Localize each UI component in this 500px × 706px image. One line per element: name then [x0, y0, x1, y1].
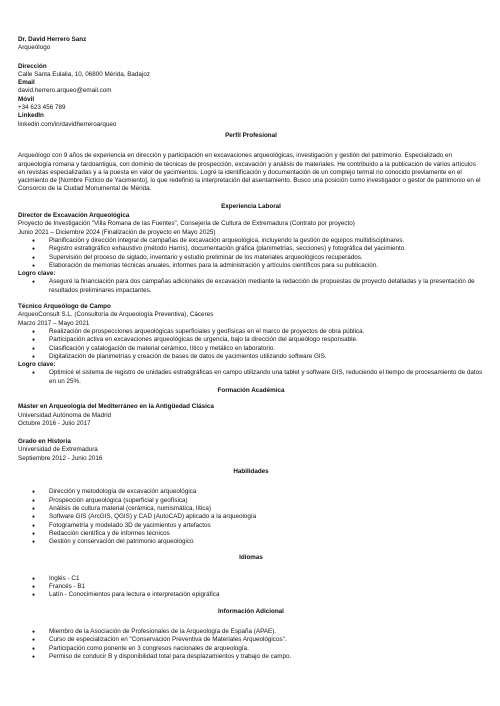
phone-value: +34 623 456 789 [18, 104, 66, 112]
job-organization: ArqueoConsult S.L. (Consultoría de Arqueología Preventiva), Cáceres [18, 311, 214, 319]
languages-list [18, 575, 484, 600]
job-dates: Marzo 2017 – Mayo 2021 [18, 319, 90, 327]
key-achievement-label: Logro clave: [18, 270, 56, 278]
linkedin-label: LinkedIn [18, 112, 44, 120]
degree-school: Universidad de Extremadura [18, 446, 98, 454]
key-achievement-list [18, 278, 484, 295]
section-heading-skills: Habilidades [233, 468, 269, 476]
linkedin-value: linkedin.com/in/davidherrerоarqueo [18, 120, 117, 128]
job-dates: Junio 2021 – Diciembre 2024 (Finalización de proyecto en Mayo 2025) [18, 228, 216, 236]
list-item: ● Digitalización de planimetrías y creación de bases de datos de yacimientos utilizando software GIS. [18, 353, 484, 361]
key-achievement-list [18, 369, 484, 386]
section-heading-additional: Información Adicional [218, 607, 284, 615]
job-entry [18, 303, 484, 386]
list-item: ● Curso de especialización en "Conservación Preventiva de Materiales Arqueológicos". [18, 636, 484, 644]
degree-dates: Septiembre 2012 - Junio 2016 [18, 454, 103, 462]
job-duties-list [18, 328, 484, 361]
list-item: ● Prospección arqueológica (superficial y geofísica) [18, 497, 484, 505]
list-item: ● Planificación y dirección integral de campañas de excavación arqueológica, incluyendo la gestión de equipos multidisciplinares. [18, 237, 484, 245]
email-label: Email [18, 79, 35, 87]
job-title: Técnico Arqueólogo de Campo [18, 303, 111, 311]
education-entry [18, 403, 484, 428]
email-value: david.herrero.arqueo@email.com [18, 87, 112, 95]
list-item: ● Fotogrametría y modelado 3D de yacimientos y artefactos [18, 522, 484, 530]
job-title: Director de Excavación Arqueológica [18, 212, 130, 220]
phone-label: Móvil [18, 95, 35, 103]
skills-list [18, 488, 484, 546]
list-item: ● Dirección y metodología de excavación arqueológica [18, 488, 484, 496]
list-item: ● Análisis de cultura material (cerámica, numismática, lítica) [18, 505, 484, 513]
list-item: ● Aseguré la financiación para dos campañas adicionales de excavación mediante la redacción de propuestas de proyecto detalladas y la presentación de resultados preliminares impactantes. [18, 278, 484, 295]
section-heading-experience: Experiencia Laboral [221, 202, 281, 210]
additional-info-list [18, 628, 484, 661]
resume-page [18, 36, 484, 661]
list-item: ● Supervisión del proceso de siglado, inventario y estudio preliminar de los materiales arqueológicos recuperados. [18, 254, 484, 262]
list-item: ● Clasificación y catalogación de material cerámico, lítico y metálico en laboratorio. [18, 345, 484, 353]
section-heading-education: Formación Académica [217, 386, 285, 394]
list-item: ● Elaboración de memorias técnicas anuales, informes para la administración y artículos científicos para su publicación. [18, 262, 484, 270]
degree-title: Grado en Historia [18, 438, 71, 446]
address-value: Calle Santa Eulalia, 10, 06800 Mérida, Badajoz [18, 70, 150, 78]
list-item: ● Participación activa en excavaciones arqueológicas de urgencia, bajo la dirección del arqueólogo responsable. [18, 336, 484, 344]
address-label: Dirección [18, 62, 47, 70]
section-heading-languages: Idiomas [239, 554, 263, 562]
list-item: ● Permiso de conducir B y disponibilidad total para desplazamientos y trabajo de campo. [18, 653, 484, 661]
degree-dates: Octubre 2016 - Julio 2017 [18, 419, 91, 427]
profile-summary: Arqueólogo con 9 años de experiencia en dirección y participación en excavaciones arqueológicas, investigación y gestión del patrimonio. Especializado en arqueología romana y tardoantigua, con dominio de técnicas de prospección, excavación y análisis de materiales. He contribuido a la publicación de varios artículos en revistas especializadas y a la puesta en valor de yacimientos. Logré la identificación y documentación de un complejo termal no conocido previamente en el yacimiento de [Nombre Ficticio de Yacimiento], lo que redefinió la interpretación del asentamiento. Busco una posición como investigador o gestor de patrimonio en el Consorcio de la Ciudad Monumental de Mérida. [18, 152, 481, 193]
degree-school: Universidad Autónoma de Madrid [18, 411, 112, 419]
degree-title: Máster en Arqueología del Mediterráneo en la Antigüedad Clásica [18, 403, 214, 411]
job-organization: Proyecto de Investigación "Villa Romana de las Fuentes", Consejería de Cultura de Extremadura (Contrato por proyecto) [18, 220, 355, 228]
list-item: ● Redacción científica y de informes técnicos [18, 530, 484, 538]
list-item: ● Software GIS (ArcGIS, QGIS) y CAD (AutoCAD) aplicado a la arqueología [18, 513, 484, 521]
list-item: ● Realización de prospecciones arqueológicas superficiales y geofísicas en el marco de proyectos de obra pública. [18, 328, 484, 336]
list-item: ● Miembro de la Asociación de Profesionales de la Arqueología de España (APAE). [18, 628, 484, 636]
list-item: ● Francés - B1 [18, 583, 484, 591]
key-achievement-label: Logro clave: [18, 361, 56, 369]
section-heading-profile: Perfil Profesional [225, 131, 277, 139]
list-item: ● Inglés - C1 [18, 575, 484, 583]
candidate-name: Dr. David Herrero Sanz [18, 36, 87, 43]
list-item: ● Optimicé el sistema de registro de unidades estratigráficas en campo utilizando una tablet y software GIS, reduciendo el tiempo de procesamiento de datos en un 25%. [18, 369, 484, 386]
job-duties-list [18, 237, 484, 270]
list-item: ● Gestión y conservación del patrimonio arqueológico [18, 538, 484, 546]
education-entry [18, 438, 484, 463]
list-item: ● Latín - Conocimientos para lectura e interpretación epigráfica [18, 591, 484, 599]
list-item: ● Participación como ponente en 3 congresos nacionales de arqueología. [18, 645, 484, 653]
candidate-title: Arqueólogo [18, 44, 51, 52]
job-entry [18, 212, 484, 295]
list-item: ● Registro estratigráfico exhaustivo (método Harris), documentación gráfica (planimetrías, secciones) y fotográfica del yacimiento. [18, 245, 484, 253]
